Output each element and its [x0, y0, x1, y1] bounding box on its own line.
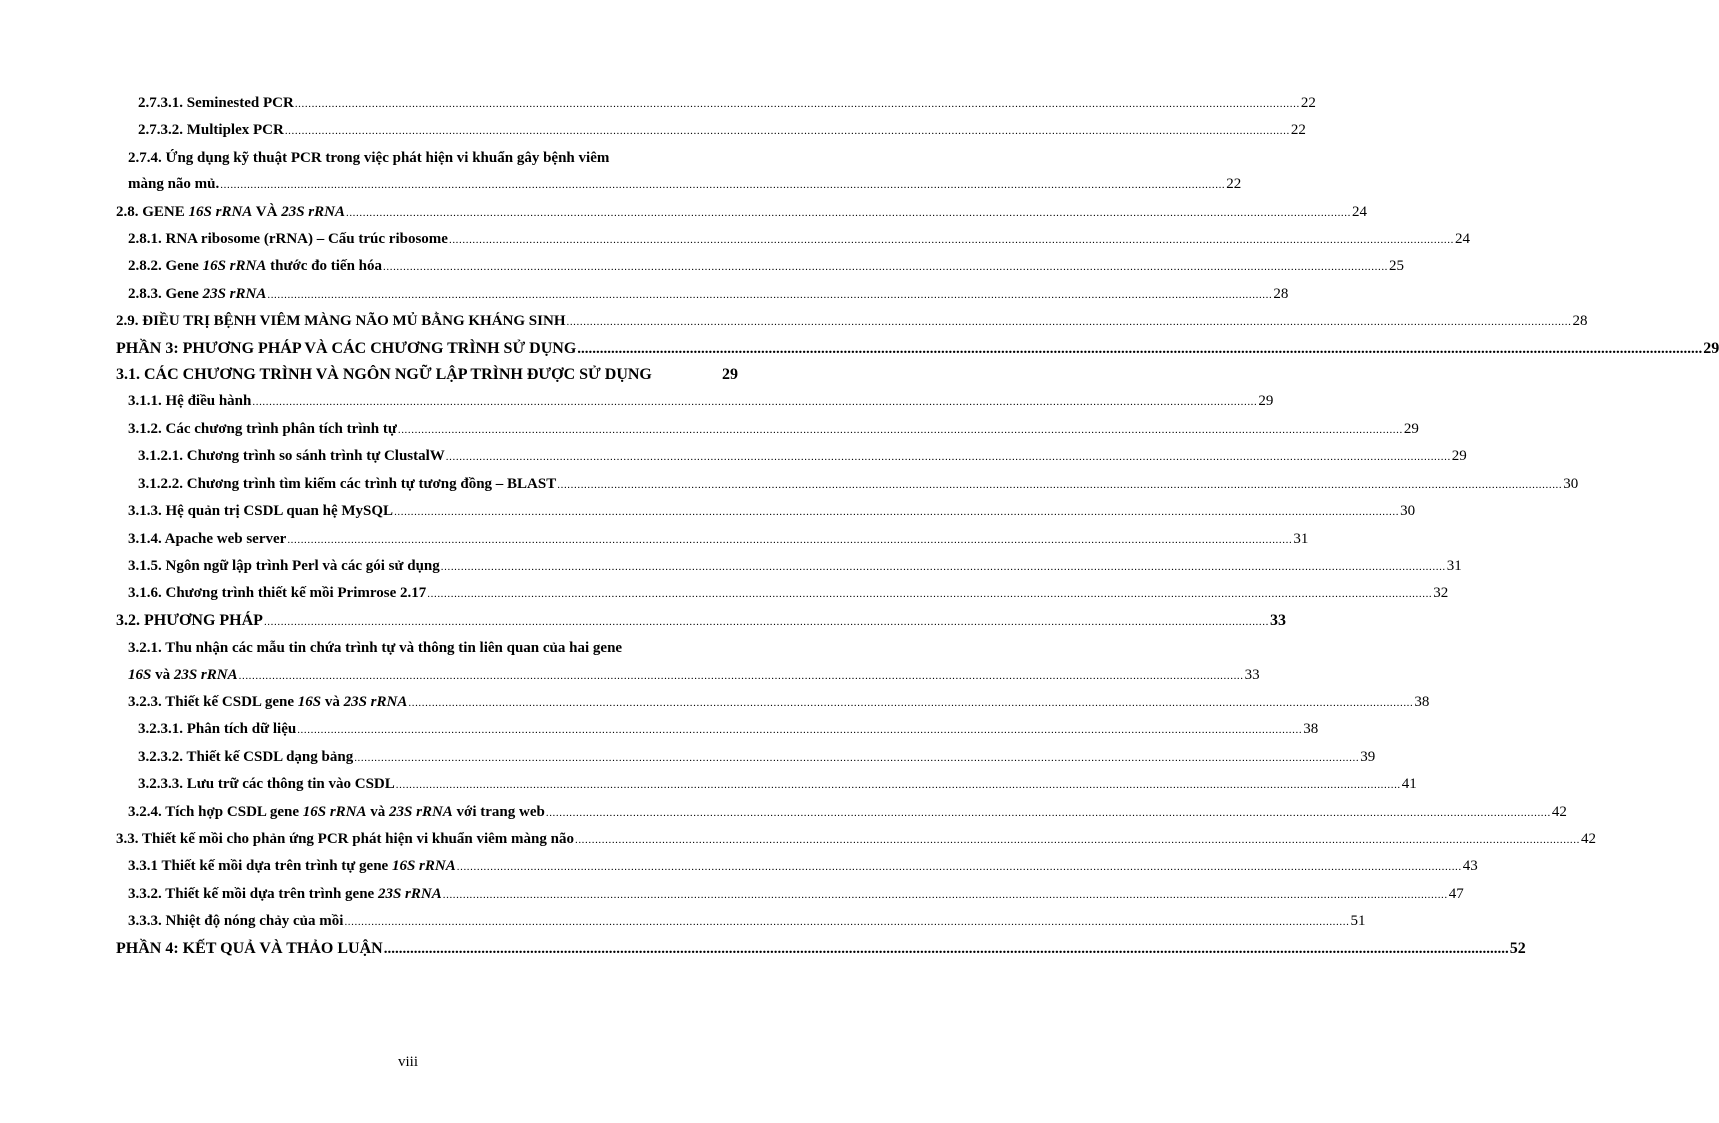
toc-entry-title — [116, 826, 574, 852]
toc-entry-text-part: 3.2. PHƯƠNG PHÁP — [116, 611, 263, 629]
toc-entry-text-part: 23S rRNA — [202, 285, 267, 302]
toc-page-number: 22 — [1290, 122, 1306, 139]
toc-entry-title — [128, 908, 343, 934]
dot-leader: ............................................................................................................................................................................................................................................................................................................ — [297, 724, 1303, 737]
toc-entry-title — [138, 716, 296, 742]
toc-entry[interactable] — [116, 171, 1242, 198]
toc-entry-text-part: 16S — [297, 693, 322, 710]
toc-page-number: 29 — [1451, 448, 1467, 465]
toc-entry-title — [128, 799, 545, 825]
toc-entry-text-part: 3.3.1 Thiết kế mồi dựa trên trình tự gene — [128, 858, 392, 875]
toc-entry[interactable] — [116, 199, 1367, 226]
toc-page-number: 28 — [1273, 285, 1289, 302]
dot-leader: ............................................................................................................................................................................................................................................................................................................ — [284, 125, 1290, 138]
toc-entry-title — [138, 443, 445, 469]
toc-entry-text-part: màng não mủ. — [128, 176, 220, 193]
toc-entry-text-part: 2.8.3. Gene — [128, 285, 203, 302]
toc-entry-text-part: 3.1.4. Apache web server — [128, 530, 287, 547]
dot-leader: ............................................................................................................................................................................................................................................................................................................ — [263, 615, 1269, 628]
dot-leader: ............................................................................................................................................................................................................................................................................................................ — [344, 916, 1350, 929]
dot-leader: ............................................................................................................................................................................................................................................................................................................ — [442, 888, 1448, 901]
toc-entry-title — [128, 253, 382, 279]
toc-entry-title — [128, 226, 448, 252]
toc-page-number: 29 — [1703, 339, 1719, 357]
toc-entry-text-part: 3.2.1. Thu nhận các mẫu tin chứa trình tự và thông tin liên quan của hai gene — [128, 640, 623, 657]
toc-page-number: 33 — [1244, 666, 1260, 683]
toc-entry[interactable] — [116, 716, 1319, 743]
toc-entry-text-part: 3.1.6. Chương trình thiết kế mồi Primrose 2.17 — [128, 585, 427, 602]
toc-entry-title — [116, 362, 652, 388]
dot-leader: ............................................................................................................................................................................................................................................................................................................ — [252, 396, 1258, 409]
toc-entry-title — [138, 90, 294, 116]
toc-page-number: 39 — [1360, 748, 1376, 765]
toc-page-number: 52 — [1509, 939, 1526, 957]
toc-entry[interactable] — [116, 662, 1260, 689]
toc-entry-text-part: 23S rRNA — [173, 666, 238, 683]
toc-entry-text-part: 3.2.3.3. Lưu trữ các thông tin vào CSDL — [138, 776, 395, 793]
toc-entry-text-part: 16S rRNA — [188, 203, 253, 220]
toc-entry-text-part: 2.7.3.1. Seminested PCR — [138, 95, 294, 111]
dot-leader: ............................................................................................................................................................................................................................................................................................................ — [456, 861, 1462, 874]
toc-entry[interactable] — [116, 771, 1417, 798]
toc-entry-text-part: thước đo tiến hóa — [266, 258, 383, 275]
toc-page-number: 42 — [1580, 830, 1596, 847]
dot-leader: ............................................................................................................................................................................................................................................................................................................ — [566, 316, 1572, 329]
toc-entry-text-part: 3.1.3. Hệ quản trị CSDL quan hệ MySQL — [128, 503, 394, 520]
toc-page-number: 30 — [1563, 475, 1579, 492]
toc-page-number: 24 — [1454, 231, 1470, 248]
toc-entry-text-part: 16S rRNA — [302, 803, 367, 820]
toc-entry[interactable] — [116, 526, 1309, 553]
toc-entry-text-part: 3.1.2.1. Chương trình so sánh trình tự ClustalW — [138, 448, 445, 465]
toc-entry[interactable] — [116, 608, 1286, 635]
dot-leader: ............................................................................................................................................................................................................................................................................................................ — [545, 806, 1551, 819]
toc-entry-title — [128, 498, 393, 524]
toc-entry-text-part: 23S rRNA — [281, 203, 345, 220]
toc-entry-text-part: 16S rRNA — [202, 258, 267, 275]
toc-entry-title — [128, 853, 456, 879]
toc-entry-text-part: 23S rRNA — [389, 803, 453, 820]
toc-page-number: 22 — [1300, 95, 1316, 111]
dot-leader: ............................................................................................................................................................................................................................................................................................................ — [238, 669, 1244, 682]
toc-entry[interactable] — [116, 117, 1306, 144]
dot-leader: ............................................................................................................................................................................................................................................................................................................ — [345, 206, 1351, 219]
toc-entry[interactable] — [116, 471, 1579, 498]
toc-entry-text-part: 16S rRNA — [391, 858, 456, 875]
toc-entry[interactable] — [116, 826, 1596, 853]
toc-entry[interactable] — [116, 416, 1419, 443]
toc-page-number: 47 — [1448, 885, 1464, 902]
toc-entry-text-part: 2.8. GENE — [116, 203, 189, 220]
toc-page-number: 33 — [1269, 611, 1286, 629]
toc-entry[interactable] — [116, 553, 1462, 580]
toc-entry[interactable] — [116, 226, 1470, 253]
dot-leader: ............................................................................................................................................................................................................................................................................................................ — [394, 506, 1400, 519]
toc-page-number: 31 — [1293, 530, 1309, 547]
toc-entry-title — [128, 662, 238, 688]
toc-entry-first-line — [116, 145, 738, 171]
toc-entry-title — [116, 336, 576, 362]
dot-leader: ............................................................................................................................................................................................................................................................................................................ — [574, 833, 1580, 846]
toc-entry-text-part: và — [321, 693, 344, 710]
toc-page-number: 38 — [1414, 693, 1430, 710]
toc-entry[interactable] — [116, 689, 1430, 716]
toc-entry-title — [116, 308, 565, 334]
toc-entry-text-part: 2.8.1. RNA ribosome (rRNA) – Cấu trúc ribosome — [128, 231, 448, 248]
toc-entry-text-part: 3.3.3. Nhiệt độ nóng chảy của mồi — [128, 913, 344, 930]
toc-entry[interactable] — [116, 388, 1274, 415]
toc-page-number: 43 — [1462, 858, 1478, 875]
toc-entry[interactable] — [116, 936, 1526, 962]
toc-entry-title — [138, 117, 284, 143]
dot-leader: ............................................................................................................................................................................................................................................................................................................ — [383, 940, 1509, 957]
toc-entry[interactable] — [116, 253, 1405, 280]
toc-entry-title — [128, 526, 286, 552]
toc-page-number: 51 — [1350, 913, 1366, 930]
toc-entry[interactable] — [116, 853, 1478, 880]
toc-page-number: 29 — [722, 366, 738, 384]
page-number: viii — [397, 1054, 418, 1070]
toc-entry-text-part: 3.3. Thiết kế mồi cho phản ứng PCR phát hiện vi khuẩn viêm màng não — [116, 830, 574, 847]
toc-entry-text-part: 3.1. CÁC CHƯƠNG TRÌNH VÀ NGÔN NGỮ LẬP TRÌNH ĐƯỢC SỬ DỤNG — [116, 366, 652, 384]
toc-entry-title — [116, 199, 345, 225]
toc-entry[interactable] — [116, 336, 1719, 362]
dot-leader: ............................................................................................................................................................................................................................................................................................................ — [397, 423, 1403, 436]
dot-leader: ............................................................................................................................................................................................................................................................................................................ — [354, 751, 1360, 764]
toc-entry-text-part: 3.1.1. Hệ điều hành — [128, 393, 252, 410]
toc-entry[interactable] — [116, 308, 1588, 335]
toc-entry[interactable] — [116, 580, 1449, 607]
toc-entry-title — [128, 689, 407, 715]
dot-leader: ............................................................................................................................................................................................................................................................................................................ — [287, 533, 1293, 546]
toc-entry-title — [128, 580, 426, 606]
toc-entry-text-part: 2.8.2. Gene — [128, 258, 203, 275]
toc-page-number: 31 — [1446, 557, 1462, 574]
toc-entry[interactable] — [116, 498, 1416, 525]
toc-page-number: 32 — [1433, 585, 1449, 602]
toc-entry-text-part: 3.2.3.2. Thiết kế CSDL dạng bảng — [138, 748, 354, 765]
table-of-contents — [116, 90, 1719, 962]
toc-entry-text-part: 23S rRNA — [377, 885, 442, 902]
toc-page-number: 42 — [1551, 803, 1567, 820]
toc-entry-text-part: 2.7.3.2. Multiplex PCR — [138, 122, 284, 139]
toc-entry-title — [128, 281, 266, 307]
toc-entry[interactable] — [116, 799, 1567, 826]
toc-entry[interactable] — [116, 744, 1376, 771]
toc-page-number: 29 — [1403, 420, 1419, 437]
toc-entry-title — [128, 388, 251, 414]
toc-entry[interactable] — [116, 881, 1464, 908]
toc-entry-text-part: với trang web — [452, 803, 545, 820]
toc-entry-text-part: 3.1.2.2. Chương trình tìm kiếm các trình tự tương đồng – BLAST — [138, 475, 557, 492]
dot-leader: ............................................................................................................................................................................................................................................................................................................ — [577, 340, 1703, 357]
toc-entry-text-part: 3.2.4. Tích hợp CSDL gene — [128, 803, 303, 820]
dot-leader: ............................................................................................................................................................................................................................................................................................................ — [440, 560, 1446, 573]
dot-leader: ............................................................................................................................................................................................................................................................................................................ — [267, 288, 1273, 301]
toc-page-number: 41 — [1401, 776, 1417, 793]
toc-entry-title — [138, 471, 556, 497]
toc-entry-title — [116, 936, 383, 962]
toc-entry-title — [138, 771, 395, 797]
toc-page-number: 29 — [1258, 393, 1274, 410]
toc-entry-text-part: 3.1.2. Các chương trình phân tích trình tự — [128, 420, 397, 437]
dot-leader: ............................................................................................................................................................................................................................................................................................................ — [294, 98, 1300, 110]
dot-leader: ............................................................................................................................................................................................................................................................................................................ — [427, 588, 1433, 601]
toc-entry-text-part: và — [366, 803, 390, 820]
toc-entry-title — [128, 553, 440, 579]
toc-page-number: 22 — [1226, 176, 1242, 193]
toc-page-number: 28 — [1572, 313, 1588, 330]
toc-entry-text-part: 16S — [128, 666, 152, 683]
toc-entry-first-line — [116, 635, 738, 661]
toc-entry-text-part: PHẦN 3: PHƯƠNG PHÁP VÀ CÁC CHƯƠNG TRÌNH SỬ DỤNG — [116, 339, 577, 357]
dot-leader: ............................................................................................................................................................................................................................................................................................................ — [395, 779, 1401, 792]
dot-leader: ............................................................................................................................................................................................................................................................................................................ — [220, 179, 1226, 192]
toc-entry-text-part: 3.2.3.1. Phân tích dữ liệu — [138, 721, 297, 738]
toc-page-number: 24 — [1351, 203, 1367, 220]
toc-entry-text-part: PHẦN 4: KẾT QUẢ VÀ THẢO LUẬN — [116, 939, 383, 957]
toc-entry-text-part: 3.1.5. Ngôn ngữ lập trình Perl và các gói sử dụng — [128, 557, 440, 574]
toc-entry[interactable] — [116, 908, 1366, 935]
toc-entry-title — [128, 171, 219, 197]
toc-entry-title — [128, 416, 397, 442]
toc-entry[interactable] — [116, 362, 738, 388]
toc-page-number: 25 — [1389, 258, 1405, 275]
dot-leader: ............................................................................................................................................................................................................................................................................................................ — [383, 261, 1389, 274]
toc-entry-text-part: 3.3.2. Thiết kế mồi dựa trên trình gene — [128, 885, 378, 902]
toc-entry-text-part: 23S rRNA — [343, 693, 408, 710]
toc-page-number: 38 — [1303, 721, 1319, 738]
toc-entry[interactable] — [116, 443, 1467, 470]
toc-entry-text-part: 3.2.3. Thiết kế CSDL gene — [128, 693, 298, 710]
dot-leader: ............................................................................................................................................................................................................................................................................................................ — [408, 696, 1414, 709]
toc-entry-text-part: và — [151, 666, 174, 683]
toc-entry-text-part: 2.9. ĐIỀU TRỊ BỆNH VIÊM MÀNG NÃO MỦ BẰNG KHÁNG SINH — [116, 313, 566, 330]
dot-leader: ............................................................................................................................................................................................................................................................................................................ — [448, 234, 1454, 247]
dot-leader: ............................................................................................................................................................................................................................................................................................................ — [445, 451, 1451, 464]
toc-entry[interactable] — [116, 90, 1316, 117]
dot-leader: ............................................................................................................................................................................................................................................................................................................ — [557, 478, 1563, 491]
toc-page-number: 30 — [1400, 503, 1416, 520]
toc-entry-title — [138, 744, 353, 770]
toc-entry-title — [128, 881, 442, 907]
toc-entry-title — [116, 608, 263, 634]
toc-entry-text-part: VÀ — [252, 203, 282, 220]
toc-entry-text-part: 2.7.4. Ứng dụng kỹ thuật PCR trong việc phát hiện vi khuẩn gây bệnh viêm — [128, 149, 610, 166]
toc-entry[interactable] — [116, 281, 1289, 308]
